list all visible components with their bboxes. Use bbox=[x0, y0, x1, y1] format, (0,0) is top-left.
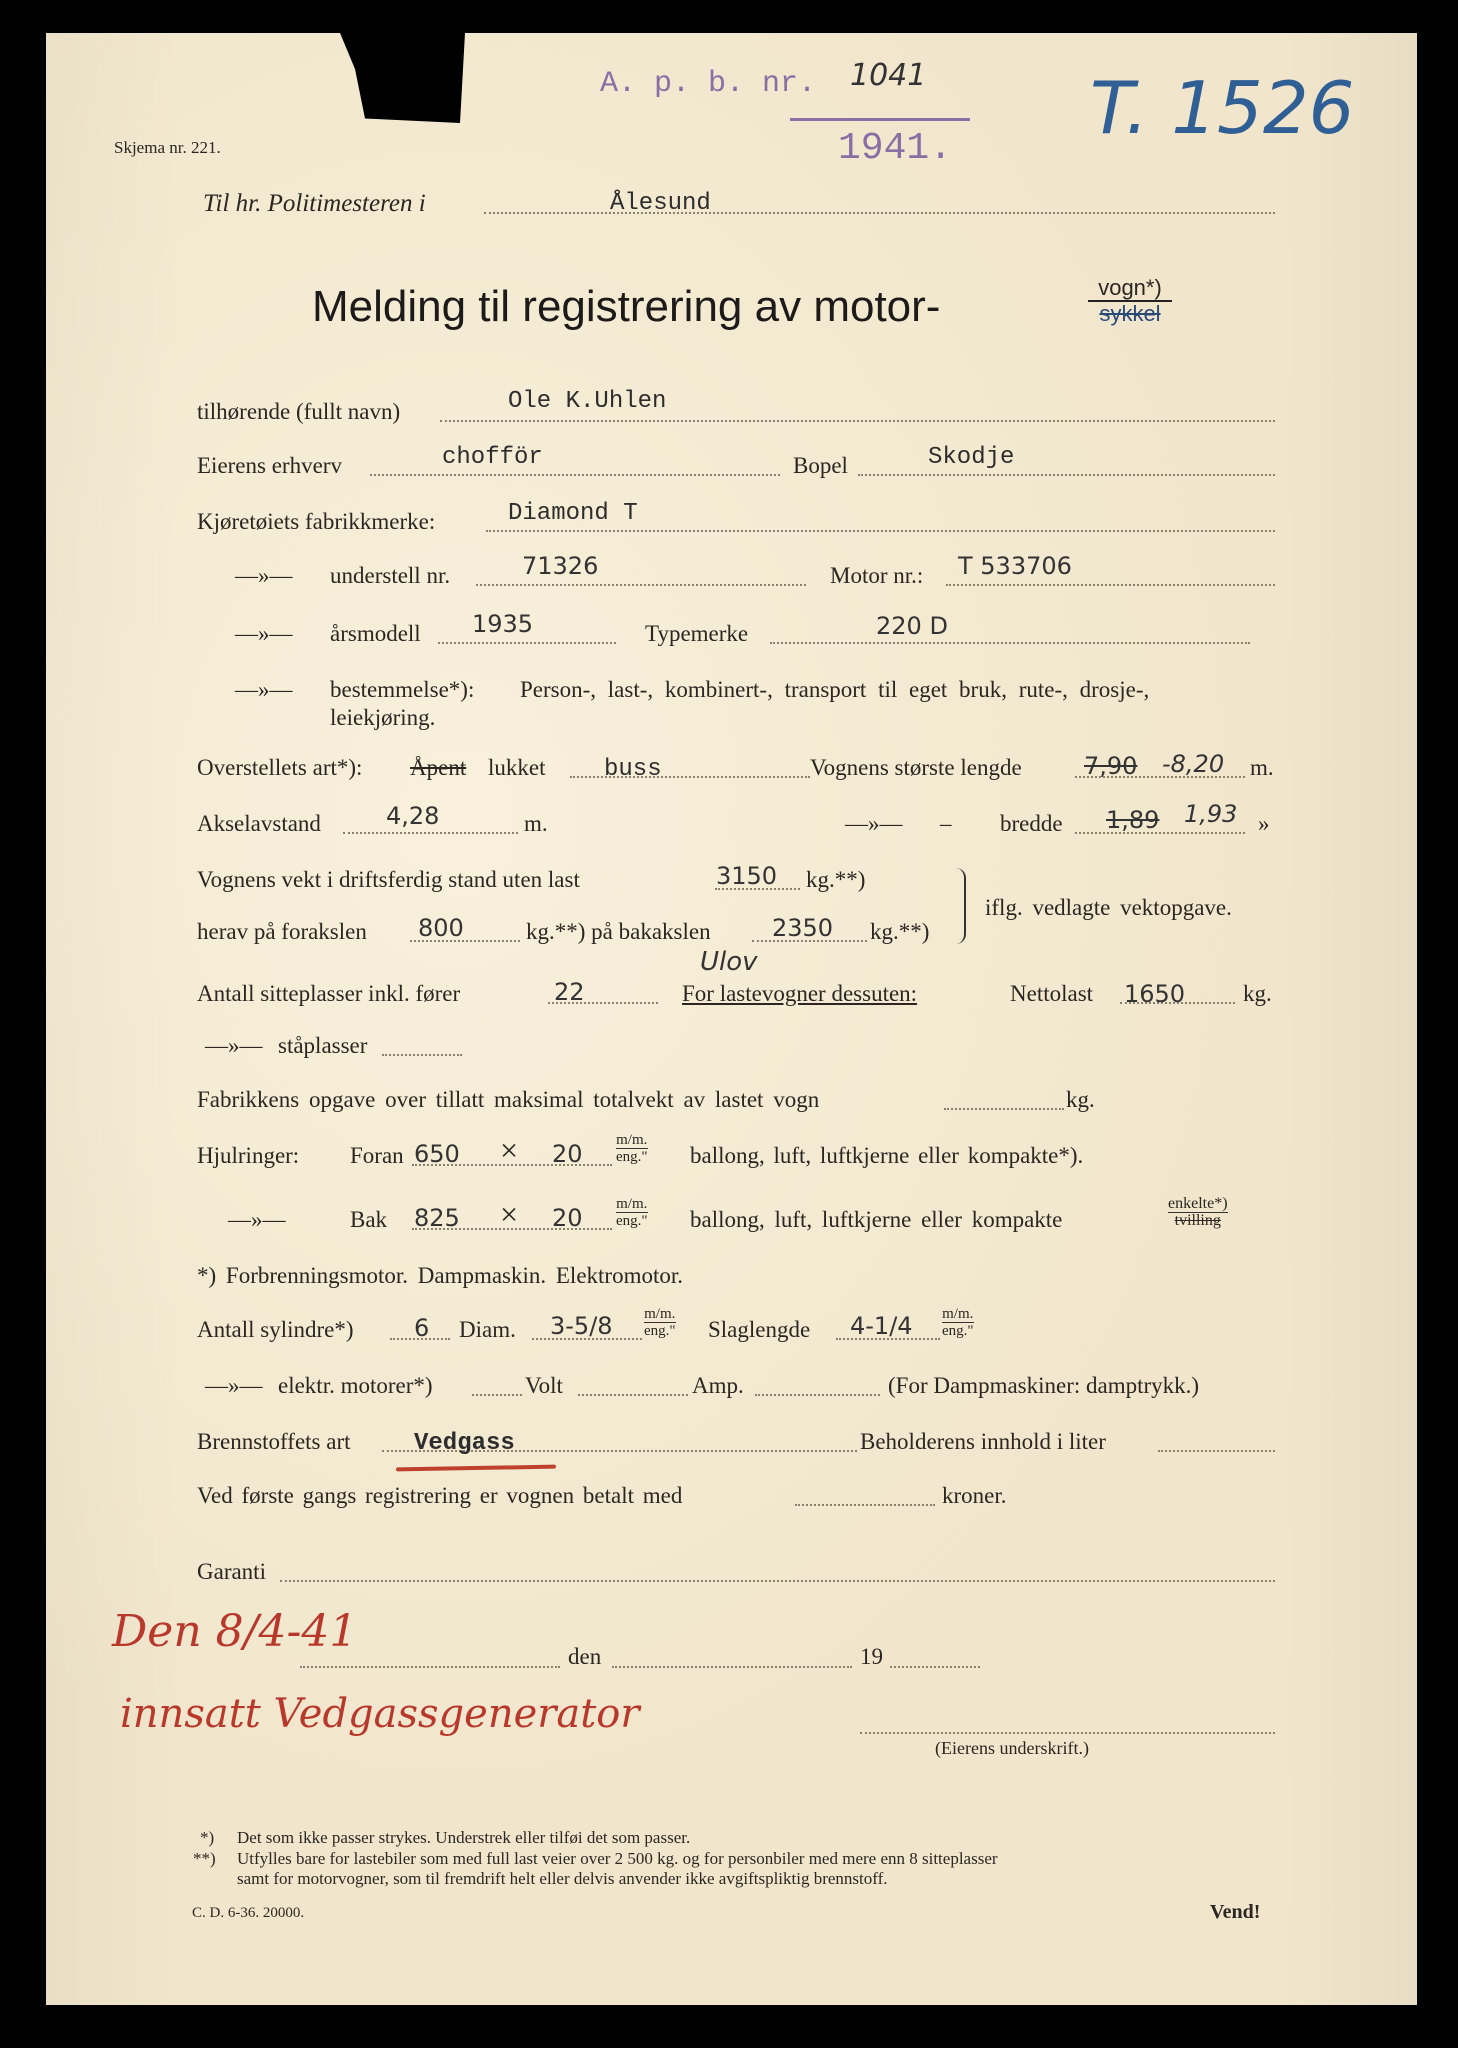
footnote-1-mark: *) bbox=[200, 1828, 215, 1847]
owner-name-label: tilhørende (fullt navn) bbox=[197, 399, 401, 424]
max-weight-label: Fabrikkens opgave over tillatt maksimal totalvekt av lastet vogn bbox=[197, 1087, 820, 1112]
footnote-2-cont: samt for motorvogner, som til fremdrift helt eller delvis anvender ikke avgiftspliktig brennstoff. bbox=[237, 1869, 888, 1888]
diameter: 3-5/8 bbox=[550, 1312, 613, 1340]
length: -8,20 bbox=[1162, 750, 1225, 778]
unit-eng: eng." bbox=[616, 1149, 648, 1165]
leader bbox=[795, 1504, 935, 1506]
wheelbase-label: Akselavstand bbox=[197, 811, 321, 836]
print-code: C. D. 6-36. 20000. bbox=[192, 1905, 305, 1921]
stamp-number: 1041 bbox=[850, 58, 927, 93]
electric-label: elektr. motorer*) bbox=[278, 1373, 433, 1398]
occupation-label: Eierens erhverv bbox=[197, 453, 342, 478]
wheelbase-unit: m. bbox=[524, 811, 548, 836]
turn-over: Vend! bbox=[1210, 1901, 1261, 1923]
unit-mm: m/m. bbox=[616, 1196, 648, 1212]
width-unit: » bbox=[1258, 811, 1270, 836]
file-number: T. 1526 bbox=[1090, 66, 1355, 150]
weight: 3150 bbox=[716, 862, 778, 890]
title-vehicle-type bbox=[1088, 276, 1172, 326]
ditto-mark: —»— bbox=[228, 1207, 286, 1232]
footnote-1: Det som ikke passer strykes. Understrek eller tilføi det som passer. bbox=[237, 1828, 691, 1847]
unit-fraction bbox=[942, 1306, 974, 1339]
leader bbox=[944, 1108, 1064, 1110]
fuel: Vedgass bbox=[414, 1430, 515, 1457]
rear-tire-width: 825 bbox=[414, 1204, 460, 1232]
cylinders-label: Antall sylindre*) bbox=[197, 1317, 354, 1342]
year-prefix: 19 bbox=[860, 1644, 883, 1669]
leader bbox=[890, 1666, 980, 1668]
leader bbox=[476, 584, 806, 586]
ditto-mark: —»— bbox=[235, 563, 293, 588]
form-number: Skjema nr. 221. bbox=[114, 138, 221, 157]
leader bbox=[472, 1394, 522, 1396]
paid-label: Ved første gangs registrering er vognen betalt med bbox=[197, 1483, 683, 1508]
front-tire-label: Foran bbox=[350, 1143, 404, 1168]
leader bbox=[755, 1394, 880, 1396]
tire-types-front: ballong, luft, luftkjerne eller kompakte*). bbox=[690, 1143, 1084, 1168]
steam-label: (For Dampmaskiner: damptrykk.) bbox=[888, 1373, 1200, 1398]
amp-label: Amp. bbox=[692, 1373, 744, 1398]
motor-number: T 533706 bbox=[958, 552, 1072, 580]
residence: Skodje bbox=[928, 444, 1015, 471]
form-title: Melding til registrering av motor- bbox=[312, 282, 941, 331]
chassis-number: 71326 bbox=[522, 552, 599, 580]
stamp-label: A. p. b. nr. bbox=[600, 67, 817, 101]
tank-label: Beholderens innhold i liter bbox=[860, 1429, 1106, 1454]
weight-label: Vognens vekt i driftsferdig stand uten last bbox=[197, 867, 580, 892]
leader bbox=[280, 1580, 1275, 1582]
seats: 22 bbox=[554, 978, 585, 1006]
stamp-year: 1941. bbox=[838, 127, 953, 170]
leader bbox=[486, 530, 1275, 532]
purpose-options-cont: leiekjøring. bbox=[330, 705, 436, 730]
body-label: Overstellets art*): bbox=[197, 755, 363, 780]
times-sign: × bbox=[500, 1132, 519, 1168]
ditto-mark: —»— bbox=[235, 621, 293, 646]
type: 220 D bbox=[876, 612, 948, 640]
leader bbox=[1158, 1450, 1275, 1452]
occupation: chofför bbox=[442, 444, 543, 471]
body-struck: Åpent bbox=[410, 755, 467, 780]
netload: 1650 bbox=[1124, 980, 1186, 1008]
weight-note: iflg. vedlagte vektopgave. bbox=[985, 895, 1232, 920]
length-label: Vognens største lengde bbox=[810, 755, 1022, 780]
tire-types-rear: ballong, luft, luftkjerne eller kompakte bbox=[690, 1207, 1063, 1232]
leader bbox=[858, 474, 1275, 476]
width-label: bredde bbox=[1000, 811, 1063, 836]
unit-fraction bbox=[616, 1132, 648, 1165]
weight-unit: kg.**) bbox=[806, 867, 866, 892]
leader bbox=[300, 1666, 560, 1668]
front-axle-label: herav på forakslen bbox=[197, 919, 367, 944]
purpose-label: bestemmelse*): bbox=[330, 677, 475, 702]
footnote-2: Utfylles bare for lastebiler som med full last veier over 2 500 kg. og for personbiler med mere enn 8 sitteplasser bbox=[237, 1849, 998, 1868]
paid-unit: kroner. bbox=[942, 1483, 1007, 1508]
owner-name: Ole K.Uhlen bbox=[508, 388, 667, 415]
handwritten-date: Den 8/4-41 bbox=[112, 1606, 358, 1657]
purpose-options: Person-, last-, kombinert-, transport til eget bruk, rute-, drosje-, bbox=[520, 677, 1150, 702]
brace bbox=[956, 868, 966, 944]
leader bbox=[1075, 832, 1245, 834]
times-sign: × bbox=[500, 1196, 519, 1232]
make-label: Kjøretøiets fabrikkmerke: bbox=[197, 509, 436, 534]
leader bbox=[484, 212, 1275, 214]
year-label: årsmodell bbox=[330, 621, 421, 646]
seats-label: Antall sitteplasser inkl. fører bbox=[197, 981, 461, 1006]
standing-label: ståplasser bbox=[278, 1033, 368, 1058]
unit-eng: eng." bbox=[644, 1323, 676, 1339]
leader bbox=[370, 474, 780, 476]
leader bbox=[438, 642, 616, 644]
unit-mm: m/m. bbox=[644, 1306, 676, 1322]
volt-label: Volt bbox=[525, 1373, 563, 1398]
rear-axle-unit: kg.**) bbox=[870, 919, 930, 944]
cylinders: 6 bbox=[414, 1314, 430, 1342]
type-label: Typemerke bbox=[645, 621, 749, 646]
unit-eng: eng." bbox=[942, 1323, 974, 1339]
ditto-mark: —»— bbox=[205, 1033, 263, 1058]
front-tire-width: 650 bbox=[414, 1140, 460, 1168]
option-vogn: vogn*) bbox=[1088, 276, 1172, 302]
fuel-label: Brennstoffets art bbox=[197, 1429, 351, 1454]
engine-types: *) Forbrenningsmotor. Dampmaskin. Elektromotor. bbox=[197, 1263, 684, 1288]
length-struck: 7,90 bbox=[1084, 752, 1138, 780]
stroke-label: Slaglengde bbox=[708, 1317, 811, 1342]
unit-mm: m/m. bbox=[942, 1306, 974, 1322]
max-weight-unit: kg. bbox=[1066, 1087, 1095, 1112]
ditto-mark: —»— bbox=[205, 1373, 263, 1398]
front-tire-diameter: 20 bbox=[552, 1140, 583, 1168]
residence-label: Bopel bbox=[793, 453, 848, 478]
single-option: enkelte*) bbox=[1168, 1195, 1228, 1212]
option-sykkel: sykkel bbox=[1099, 301, 1161, 326]
rear-axle-weight: 2350 bbox=[772, 914, 834, 942]
width: 1,93 bbox=[1184, 800, 1238, 828]
leader bbox=[612, 1666, 852, 1668]
rear-tire-label: Bak bbox=[350, 1207, 388, 1232]
signature-line bbox=[860, 1732, 1275, 1734]
stamp-line bbox=[790, 118, 970, 121]
tires-label: Hjulringer: bbox=[197, 1143, 300, 1168]
body-type: buss bbox=[604, 756, 662, 783]
date-label: den bbox=[568, 1644, 602, 1669]
front-axle-weight: 800 bbox=[418, 914, 464, 942]
wheelbase: 4,28 bbox=[386, 802, 440, 830]
leader bbox=[946, 584, 1275, 586]
leader bbox=[343, 832, 518, 834]
unit-mm: m/m. bbox=[616, 1132, 648, 1148]
signature-label: (Eierens underskrift.) bbox=[935, 1738, 1089, 1758]
leader bbox=[382, 1054, 462, 1056]
model-year: 1935 bbox=[472, 610, 534, 638]
cargo-label: For lastevogner dessuten: bbox=[682, 981, 918, 1006]
diam-label: Diam. bbox=[459, 1317, 516, 1342]
ditto-mark: —»— bbox=[235, 677, 293, 702]
leader bbox=[770, 642, 1250, 644]
front-axle-unit: kg.**) på bakakslen bbox=[526, 919, 711, 944]
recipient-value: Ålesund bbox=[610, 190, 711, 217]
recipient-label: Til hr. Politimesteren i bbox=[203, 190, 426, 217]
stroke: 4-1/4 bbox=[850, 1312, 913, 1340]
width-struck: 1,89 bbox=[1106, 806, 1160, 834]
unit-fraction bbox=[616, 1196, 648, 1229]
netload-unit: kg. bbox=[1243, 981, 1272, 1006]
unit-fraction bbox=[644, 1306, 676, 1339]
twin-option: tvilling bbox=[1174, 1212, 1221, 1229]
width-dash: – bbox=[940, 811, 952, 836]
ditto-mark: —»— bbox=[845, 811, 903, 836]
netload-label: Nettolast bbox=[1010, 981, 1094, 1006]
guarantee-label: Garanti bbox=[197, 1559, 266, 1584]
wheel-config bbox=[1168, 1196, 1228, 1229]
body-printed: lukket bbox=[488, 755, 546, 780]
chassis-label: understell nr. bbox=[330, 563, 451, 588]
unit-eng: eng." bbox=[616, 1213, 648, 1229]
leader bbox=[578, 1394, 688, 1396]
footnote-2-mark: **) bbox=[193, 1849, 216, 1868]
motor-label: Motor nr.: bbox=[830, 563, 924, 588]
rear-tire-diameter: 20 bbox=[552, 1204, 583, 1232]
leader bbox=[440, 420, 1275, 422]
make: Diamond T bbox=[508, 500, 638, 527]
cargo-note-handwritten: Ulov bbox=[700, 947, 758, 977]
handwritten-note: innsatt Vedgassgenerator bbox=[120, 1691, 640, 1737]
length-unit: m. bbox=[1250, 755, 1274, 780]
